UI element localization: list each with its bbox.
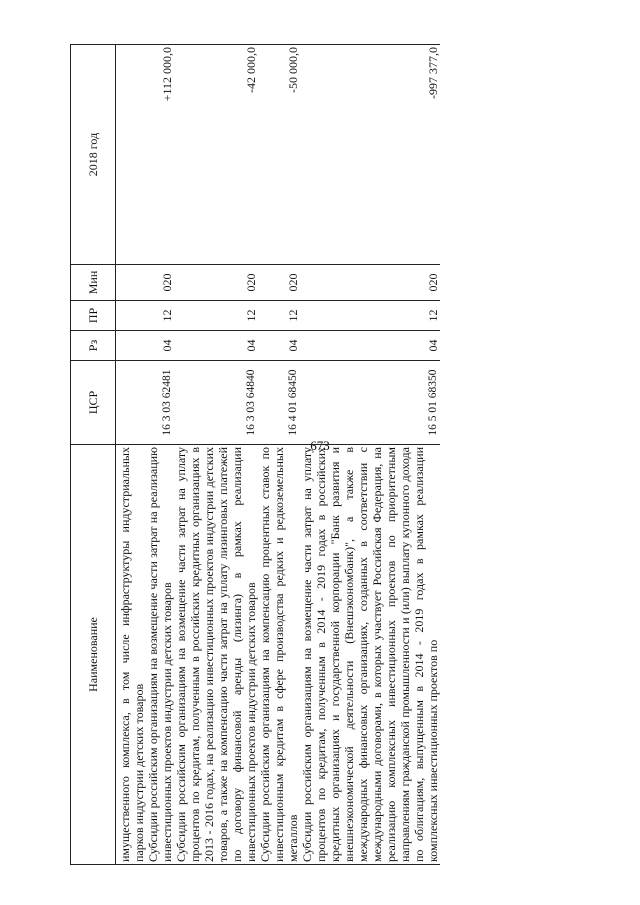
row-rz: 04 xyxy=(258,331,300,361)
row-rz xyxy=(116,331,147,361)
header-pr: ПР xyxy=(71,301,116,331)
row-pr: 12 xyxy=(300,301,440,331)
row-name: Субсидии российским организациям на возмещение части затрат на реализацию инвестиционных проектов индустрии детских товаров xyxy=(146,445,174,865)
row-csr: 16 5 01 68350 xyxy=(300,361,440,445)
page-number: 673 xyxy=(310,438,330,453)
row-amount: -50 000,0 xyxy=(258,45,300,265)
table-row xyxy=(116,45,147,865)
table-row xyxy=(258,45,300,865)
row-min: 020 xyxy=(146,265,174,301)
header-rz: Рз xyxy=(71,331,116,361)
row-rz: 04 xyxy=(300,331,440,361)
header-min: Мин xyxy=(71,265,116,301)
row-amount: -42 000,0 xyxy=(174,45,258,265)
row-pr: 12 xyxy=(146,301,174,331)
row-rz: 04 xyxy=(146,331,174,361)
row-pr: 12 xyxy=(174,301,258,331)
header-year: 2018 год xyxy=(71,45,116,265)
row-min: 020 xyxy=(174,265,258,301)
row-amount: +112 000,0 xyxy=(146,45,174,265)
budget-table xyxy=(70,44,440,865)
row-min: 020 xyxy=(300,265,440,301)
row-name: Субсидии российским организациям на возмещение части затрат на уплату процентов по кредитам, полученным в российских кредитных организациях в 2013 - 2016 годах, на реализацию инвестиционных проектов индустрии детских товаров, а также на компенсацию части затрат на уплату лизинговых платежей по договору финансовой аренды (лизинга) в рамках реализации инвестиционных проектов индустрии детских товаров xyxy=(174,445,258,865)
table-header-row xyxy=(71,45,116,865)
row-min xyxy=(116,265,147,301)
rotated-sheet xyxy=(70,45,600,865)
table-row xyxy=(146,45,174,865)
header-csr: ЦСР xyxy=(71,361,116,445)
row-amount: -997 377,0 xyxy=(300,45,440,265)
table-row xyxy=(300,45,440,865)
table-row xyxy=(174,45,258,865)
row-csr: 16 4 01 68450 xyxy=(258,361,300,445)
row-csr xyxy=(116,361,147,445)
header-name: Наименование xyxy=(71,445,116,865)
row-name: Субсидии российским организациям на возмещение части затрат на уплату процентов по кредитам, полученным в 2014 - 2019 годах в российских кредитных организациях и государственной корпорации "Банк развития и внешнеэкономической деятельности (Внешэкономбанк)", а также в международных финансовых организациях, созданных в соответствии с международными договорами, в которых участвует Российская Федерация, на реализацию комплексных инвестиционных проектов по приоритетным направлениям гражданской промышленности и (или) выплату купонного дохода по облигациям, выпущенным в 2014 - 2019 годах в рамках реализации комплексных инвестиционных проектов по xyxy=(300,445,440,865)
row-csr: 16 3 03 62481 xyxy=(146,361,174,445)
row-name: Субсидии российским организациям на компенсацию процентных ставок по инвестиционным кредитам в сфере производства редких и редкоземельных металлов xyxy=(258,445,300,865)
row-rz: 04 xyxy=(174,331,258,361)
row-amount xyxy=(116,45,147,265)
row-pr xyxy=(116,301,147,331)
row-name: имущественного комплекса, в том числе инфраструктуры индустриальных парков индустрии детских товаров xyxy=(116,445,147,865)
row-csr: 16 3 03 64840 xyxy=(174,361,258,445)
row-min: 020 xyxy=(258,265,300,301)
row-pr: 12 xyxy=(258,301,300,331)
